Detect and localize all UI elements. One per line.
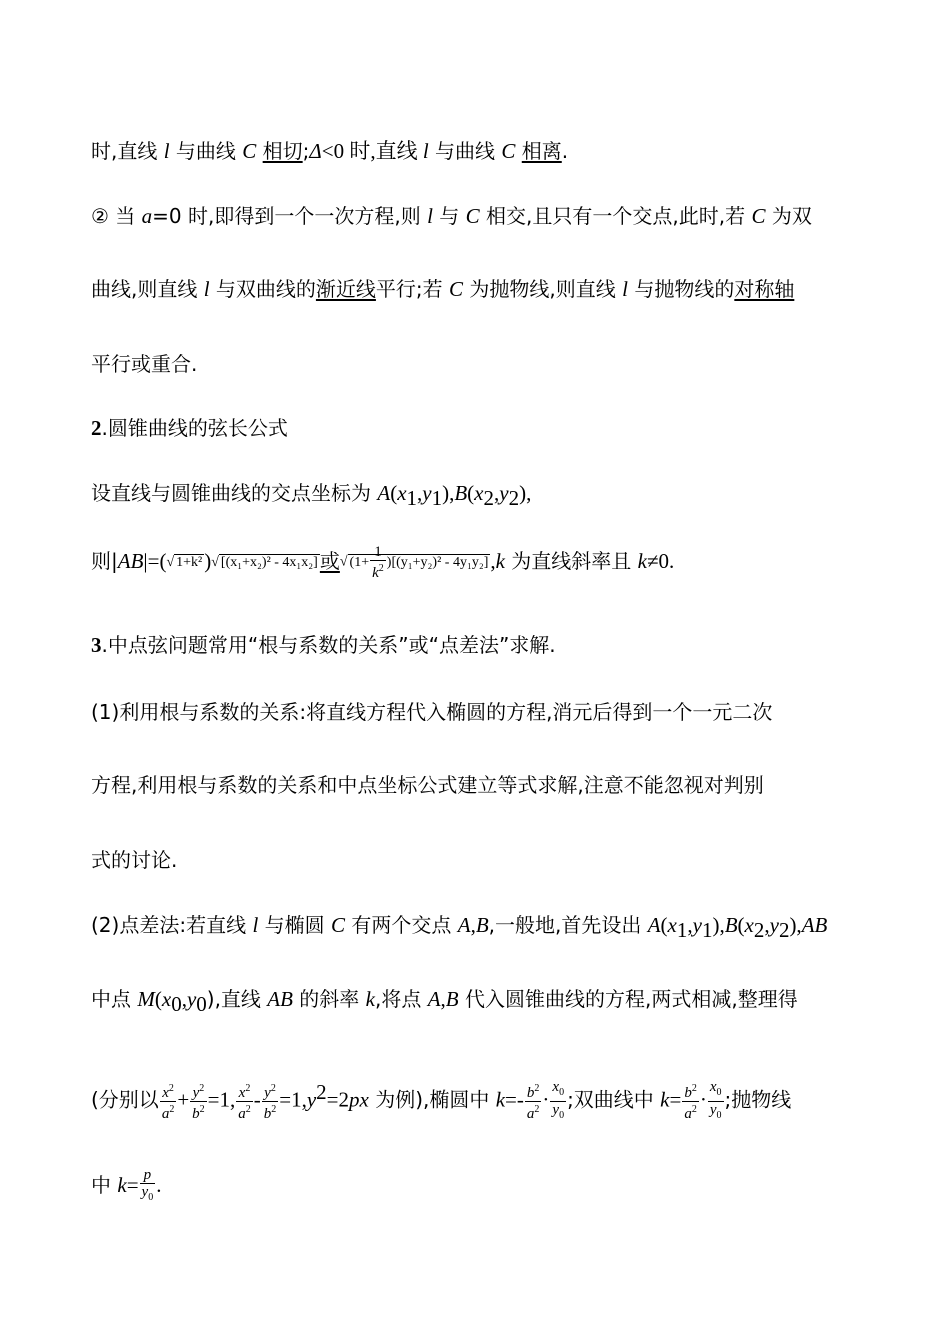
chord-length-formula: 则|AB|=(√ 1+k²)√ [(x₁+x₂)² - 4x₁x₂] 或√ (1+ $\frac{1}{k^2}$ )[(y₁+y₂)² - 4y₁y₂],k 为直线斜率且 k≠0. [91, 544, 675, 581]
var-l: l [427, 204, 433, 228]
frac-x2-a2: $\frac{x^2}{a^2}$ [161, 1082, 175, 1122]
var-l: l [203, 277, 210, 301]
text-line-11: 中点 $M(x_0,y_0)$,直线 AB 的斜率 k,将点 A,B 代入圆锥曲线的方程,两式相减,整理得 [91, 987, 798, 1016]
text: 时,直线 [91, 139, 164, 163]
sqrt-2: √ [(x₁+x₂)² - 4x₁x₂] [211, 554, 318, 570]
text-line-4: 平行或重合. [91, 352, 198, 376]
section-heading-3: 3.中点弦问题常用“根与系数的关系”或“点差法”求解. [91, 633, 556, 657]
frac-b2-a2: $\frac{b^2}{a^2}$ [684, 1082, 697, 1122]
frac-x0-y0: $\frac{x_0}{y_0}$ [552, 1078, 565, 1121]
sqrt-1: √ 1+k² [166, 554, 203, 570]
var-a: a [141, 204, 153, 228]
term-asymptote: 渐近线 [315, 277, 376, 301]
text-line-2: ② 当 a=0 时,即得到一个一次方程,则 l 与 C 相交,且只有一个交点,此时,若 C 为双 [91, 204, 812, 228]
text-line-9: 式的讨论. [91, 848, 178, 872]
term-separate: 相离 [521, 139, 562, 163]
text-line-7: (1)利用根与系数的关系:将直线方程代入椭圆的方程,消元后得到一个一元二次 [91, 700, 773, 724]
frac-y2-b2: $\frac{y^2}{b^2}$ [263, 1082, 277, 1122]
var-c: C [449, 277, 464, 301]
text-line-12: (分别以 $\frac{x^2}{a^2}$ + $\frac{y^2}{b^2}$ =1, $\frac{x^2}{a^2}$ - $\frac{y^2}{b^2}$ $=1,y^2=2px$ 为例),椭圆中 k=- $\frac{b^2}{a^2}$ · $\frac{x_0}{y_0}$ ;双曲线中 k= $\frac{b^2}{a^2}$ · $\frac{x_0}{y_0}$ ;抛物线 [91, 1078, 792, 1122]
text-line-13: 中 k= $\frac{p}{y_0}$ . [91, 1163, 861, 1207]
section-heading-2: 2.圆锥曲线的弦长公式 [91, 416, 288, 440]
text: 与曲线 [169, 139, 243, 163]
term-axis: 对称轴 [734, 277, 795, 301]
text-line-8: 方程,利用根与系数的关系和中点坐标公式建立等式求解,注意不能忽视对判别 [91, 773, 764, 797]
frac-x0-y0: $\frac{x_0}{y_0}$ [709, 1078, 722, 1121]
var-c: C [501, 139, 516, 163]
frac-y2-b2: $\frac{y^2}{b^2}$ [192, 1082, 205, 1122]
var-l: l [163, 139, 170, 163]
var-l: l [622, 277, 628, 301]
frac-b2-a2: $\frac{b^2}{a^2}$ [526, 1082, 540, 1122]
frac-p-y0: $\frac{p}{y_0}$ [141, 1167, 154, 1203]
text-line-3: 曲线,则直线 l 与双曲线的渐近线平行;若 C 为抛物线,则直线 l 与抛物线的对称轴 [91, 277, 795, 301]
var-c: C [465, 204, 480, 228]
text-line-5: 设直线与圆锥曲线的交点坐标为 $A(x_1,y_1),B(x_2,y_2)$, [91, 481, 532, 510]
term-tangent: 相切 [262, 139, 303, 163]
var-delta: Δ [309, 139, 322, 163]
frac-x2-a2: $\frac{x^2}{a^2}$ [238, 1082, 251, 1122]
text-line-1: 时,直线 l 与曲线 C 相切;Δ<0 时,直线 l 与曲线 C 相离. [91, 139, 569, 163]
var-c: C [242, 139, 257, 163]
text: <0 时,直线 [321, 139, 423, 163]
var-c: C [751, 204, 766, 228]
var-l: l [422, 139, 429, 163]
sqrt-3: √ (1+ $\frac{1}{k^2}$ )[(y₁+y₂)² - 4y₁y₂] [339, 544, 489, 581]
text-line-10: (2)点差法:若直线 l 与椭圆 C 有两个交点 A,B,一般地,首先设出 $A(x_1,y_1),B(x_2,y_2),AB$ [91, 913, 828, 942]
